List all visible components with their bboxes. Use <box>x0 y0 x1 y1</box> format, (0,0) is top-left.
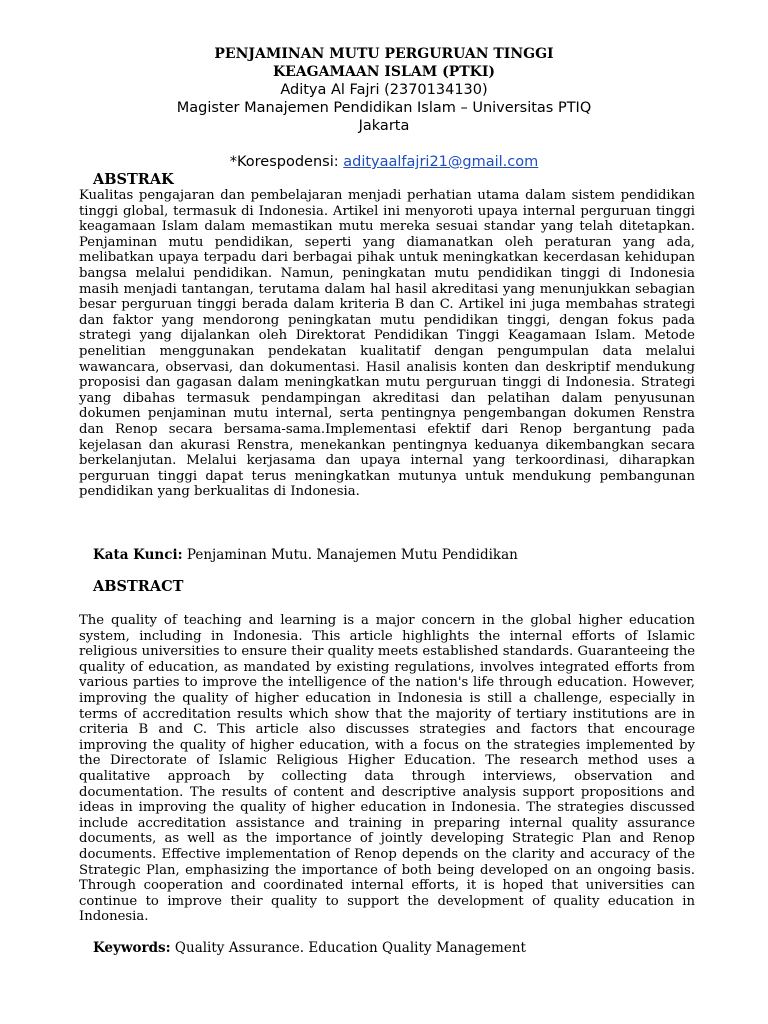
paper-header <box>0 45 768 171</box>
correspondence-label: *Korespodensi: <box>229 154 344 170</box>
correspondence-line <box>0 153 768 171</box>
kata-kunci-label: Kata Kunci: <box>93 547 183 563</box>
author-name: Aditya Al Fajri (2370134130) <box>280 82 488 98</box>
abstrak-text: Kualitas pengajaran dan pembelajaran menjadi perhatian utama dalam sistem pendidikan tinggi global, termasuk di Indonesia. Artikel ini menyoroti upaya internal perguruan tinggi keagamaan Islam dalam memastikan mutu mereka sesuai standar yang telah ditetapkan. Penjaminan mutu pendidikan, seperti yang diamanatkan oleh peraturan yang ada, melibatkan upaya terpadu dari berbagai pihak untuk meningkatkan kecerdasan kehidupan bangsa melalui pendidikan. Namun, peningkatan mutu pendidikan tinggi di Indonesia masih menjadi tantangan, terutama dalam hal hasil akreditasi yang menunjukkan sebagian besar perguruan tinggi berada dalam kriteria B dan C. Artikel ini juga membahas strategi dan faktor yang mendorong peningkatan mutu pendidikan tinggi, dengan fokus pada strategi yang dijalankan oleh Direktorat Pendidikan Tinggi Keagamaan Islam. Metode penelitian menggunakan pendekatan kualitatif dengan pengumpulan data melalui wawancara, observasi, dan dokumentasi. Hasil analisis konten dan deskriptif mendukung proposisi dan gagasan dalam meningkatkan mutu perguruan tinggi di Indonesia. Strategi yang dibahas termasuk pendampingan akreditasi dan pelatihan dalam penyusunan dokumen penjaminan mutu internal, serta pentingnya pengembangan dokumen Renstra dan Renop secara bersama-sama.Implementasi efektif dari Renop bergantung pada kejelasan dan akurasi Renstra, menekankan pentingnya keduanya dikembangkan secara berkelanjutan. Melalui kerjasama dan upaya internal yang terkoordinasi, diharapkan perguruan tinggi dapat terus meningkatkan mutunya untuk mendukung pembangunan pendidikan yang berkualitas di Indonesia. <box>79 188 695 500</box>
kata-kunci-line <box>93 547 518 563</box>
abstract-heading: ABSTRACT <box>93 578 184 595</box>
keywords-label: Keywords: <box>93 940 171 956</box>
affiliation-city: Jakarta <box>358 118 410 134</box>
kata-kunci-value: Penjaminan Mutu. Manajemen Mutu Pendidikan <box>182 547 518 563</box>
correspondence-email-link[interactable]: adityaalfajri21@gmail.com <box>343 154 539 170</box>
keywords-line <box>93 940 526 956</box>
author-affiliation: Magister Manajemen Pendidikan Islam – Universitas PTIQ <box>176 100 592 116</box>
paper-title-line-1: PENJAMINAN MUTU PERGURUAN TINGGI <box>214 46 554 62</box>
keywords-value: Quality Assurance. Education Quality Management <box>170 940 526 956</box>
paper-title-line-2: KEAGAMAAN ISLAM (PTKI) <box>272 64 496 80</box>
abstract-text: The quality of teaching and learning is a major concern in the global higher education system, including in Indonesia. This article highlights the internal efforts of Islamic religious universities to ensure their quality meets established standards. Guaranteeing the quality of education, as mandated by existing regulations, involves integrated efforts from various parties to improve the intelligence of the nation's life through education. However, improving the quality of higher education in Indonesia is still a challenge, especially in terms of accreditation results which show that the majority of tertiary institutions are in criteria B and C. This article also discusses strategies and factors that encourage improving the quality of higher education, with a focus on the strategies implemented by the Directorate of Islamic Religious Higher Education. The research method uses a qualitative approach by collecting data through interviews, observation and documentation. The results of content and descriptive analysis support propositions and ideas in improving the quality of higher education in Indonesia. The strategies discussed include accreditation assistance and training in preparing internal quality assurance documents, as well as the importance of jointly developing Strategic Plan and Renop documents. Effective implementation of Renop depends on the clarity and accuracy of the Strategic Plan, emphasizing the importance of both being developed on an ongoing basis. Through cooperation and coordinated internal efforts, it is hoped that universities can continue to improve their quality to support the development of quality education in Indonesia. <box>79 613 695 925</box>
abstrak-heading: ABSTRAK <box>93 171 174 188</box>
